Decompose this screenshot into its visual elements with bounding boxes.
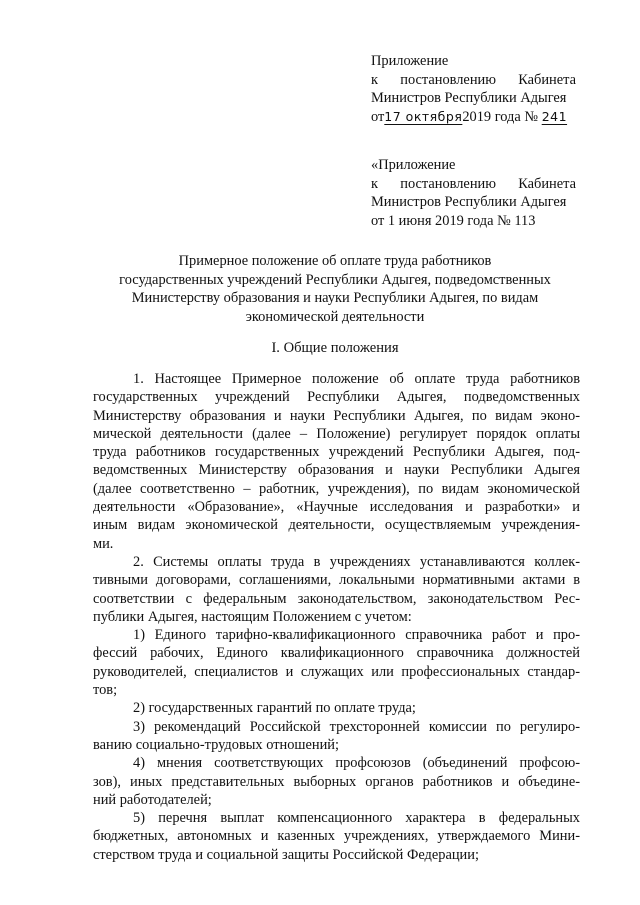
body-line: тов;: [93, 682, 118, 699]
body-line: тивными договорами, соглашениями, локальными нормативными актами в: [93, 572, 580, 589]
appendix-original-line-1: «Приложение: [371, 157, 456, 173]
body-line: ванию социально-трудовых отношений;: [93, 736, 339, 753]
appendix-current-line-1: Приложение: [371, 53, 449, 69]
body-line: руководителей, специалистов и служащих или профессиональных стандар-: [93, 663, 580, 680]
body-line: 5) перечня выплат компенсационного характера в федеральных: [133, 810, 580, 827]
body-line: соответствии с федеральным законодательством, законодательством Рес-: [93, 590, 580, 607]
body-line: иным видам экономической деятельности, осуществляемым учреждения-: [93, 517, 580, 534]
appendix-original-line-3: Министров Республики Адыгея: [371, 194, 567, 210]
body-line: бюджетных, автономных и казенных учреждениях, утверждаемого Мини-: [93, 828, 580, 845]
body-line: ведомственных Министерству образования и науки Республики Адыгея: [93, 462, 580, 479]
title-line-1: Примерное положение об оплате труда работников: [178, 253, 492, 269]
appendix-current-line-3: Министров Республики Адыгея: [371, 90, 567, 106]
body-line: 1) Единого тарифно-квалификационного справочника работ и про-: [133, 627, 580, 644]
body-line: стерством труда и социальной защиты Российской Федерации;: [93, 846, 479, 863]
appendix-current: [371, 52, 576, 126]
appendix-original-line-4: от 1 июня 2019 года № 113: [371, 212, 536, 229]
body-line: (далее соответственно – работник, учреждения), по видам экономической: [93, 480, 580, 497]
title-line-2: государственных учреждений Республики Адыгея, подведомственных: [119, 271, 551, 288]
body-line: государственных учреждений Республики Адыгея, подведомственных: [93, 389, 580, 406]
body-line: Министерству образования и науки Республики Адыгея, по видам эконо-: [93, 407, 580, 424]
appendix-number-handwritten: 241: [541, 108, 568, 124]
document-body: [93, 370, 580, 864]
body-line: 4) мнения соответствующих профсоюзов (объединений профсою-: [133, 755, 580, 772]
body-line: ний работодателей;: [93, 791, 212, 808]
document-title: [90, 252, 580, 326]
body-line: публики Адыгея, настоящим Положением с учетом:: [93, 608, 412, 625]
body-line: труда работников государственных учреждений Республики Адыгея, под-: [93, 444, 580, 461]
appendix-current-line-4: [371, 108, 576, 127]
body-line: 2. Системы оплаты труда в учреждениях устанавливаются коллек-: [133, 553, 580, 570]
body-line: 2) государственных гарантий по оплате труда;: [133, 700, 416, 717]
body-line: зов), иных представительных выборных органов работников и объедине-: [93, 773, 580, 790]
appendix-original-line-2: к постановлению Кабинета: [371, 175, 576, 192]
appendix-date-handwritten: 17 октября: [384, 108, 463, 124]
title-line-3: Министерству образования и науки Республики Адыгея, по видам: [131, 290, 539, 306]
appendix-original: [371, 156, 576, 230]
body-line: деятельности «Образование», «Научные исследования и разработки» и: [93, 499, 580, 516]
body-line: 1. Настоящее Примерное положение об оплате труда работников: [133, 371, 580, 387]
appendix-date-prefix: от: [371, 108, 385, 125]
body-line: 3) рекомендаций Российской трехсторонней комиссии по регулиро-: [133, 718, 580, 735]
appendix-year-number-label: 2019 года №: [462, 108, 539, 125]
section-heading: I. Общие положения: [271, 340, 399, 356]
body-line: фессий рабочих, Единого квалификационного справочника должностей: [93, 645, 580, 662]
appendix-current-line-2: к постановлению Кабинета: [371, 71, 576, 88]
title-line-4: экономической деятельности: [245, 308, 425, 325]
body-line: мической деятельности (далее – Положение) регулирует порядок оплаты: [93, 425, 580, 442]
body-line: ми.: [93, 535, 114, 552]
